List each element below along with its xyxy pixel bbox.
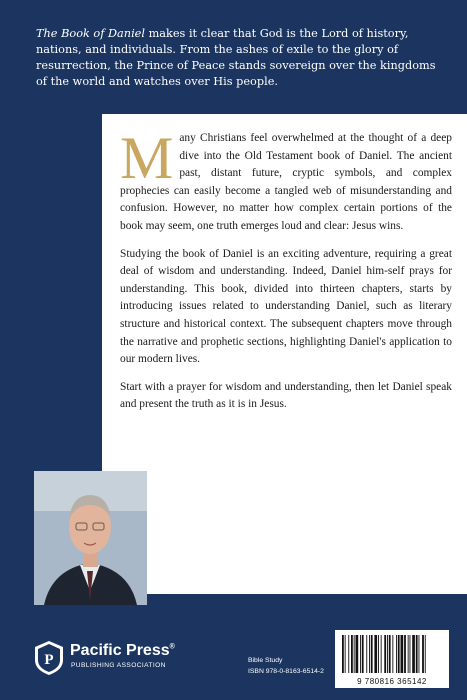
paragraph-3: Start with a prayer for wisdom and understanding, then let Daniel speak and present the truth as it is in Jesus. — [120, 380, 452, 411]
author-bio-text: serves as director of the Biblical Research Institute at the General Conference of the Seventh-day Adventists World Headquarters. Previously, he served as a church pastor in the Southern Brazil Union and professor of biblical studies, and dean of the Theological Seminary at Northeast Brazil College in Bahia, Brazil. He holds a BA and MA in theology from the Latin American Adventist Theological Seminary, and a PhD in Old Testament from Andrews University. His main areas of interest are the sanctuary, hermeneutics, and the Hebrew language. He has authored, co-authored, and published several academic publications in English, Spanish, and Portuguese. He is married to Magela Meire, and they have two sons, Guilherme and Gustavo. — [153, 471, 453, 558]
intro-text — [36, 26, 440, 90]
publisher-logo-icon — [34, 640, 64, 676]
paragraph-1-text: any Christians feel overwhelmed at the thought of a deep dive into the Old Testament book of Daniel. The ancient past, distant future, cryptic symbols, and complex prophecies can easily become a tangled web of misunderstanding and confusion. However, no matter how complex certain portions of the book may seem, one truth emerges loud and clear: Jesus wins. — [120, 132, 452, 232]
author-photo — [34, 471, 147, 605]
paragraph-1 — [120, 125, 452, 236]
book-title-italic: The Book of Daniel — [36, 27, 145, 40]
registered-mark: ® — [169, 643, 175, 651]
book-meta — [248, 655, 324, 677]
intro-body: makes it clear that God is the Lord of history, nations, and individuals. From the ashes of exile to the glory of resurrection, the Prince of Peace stands sovereign over the kingdoms of the world and watches over His people. — [36, 27, 436, 88]
drop-cap: M — [120, 125, 174, 191]
author-bio — [153, 469, 453, 560]
barcode-number: 9 780816 365142 — [357, 677, 427, 686]
publisher-subtitle: PUBLISHING ASSOCIATION — [71, 662, 166, 669]
author-name: ELIAS BRASIL DE SOUZA — [153, 471, 239, 478]
category-label: Bible Study — [248, 657, 283, 664]
isbn-label: ISBN 978-0-8163-6514-2 — [248, 668, 324, 675]
publisher-name: Pacific Press® — [70, 642, 175, 659]
paragraph-2: Studying the book of Daniel is an exciting adventure, requiring a great deal of wisdom and understanding. Indeed, Daniel him-self prays for understanding. This book, divided into thirteen chapters, starts by introducing issues related to understanding Daniel, such as literary structure and historical context. The subsequent chapters move through the narrative and prophetic sections, highlighting Daniel's application to our modern lives. — [120, 247, 452, 366]
publisher-logo — [34, 640, 194, 676]
barcode-bars — [341, 635, 443, 673]
isbn-barcode — [335, 630, 449, 688]
svg-text:P: P — [44, 652, 54, 668]
description-text — [120, 125, 452, 424]
